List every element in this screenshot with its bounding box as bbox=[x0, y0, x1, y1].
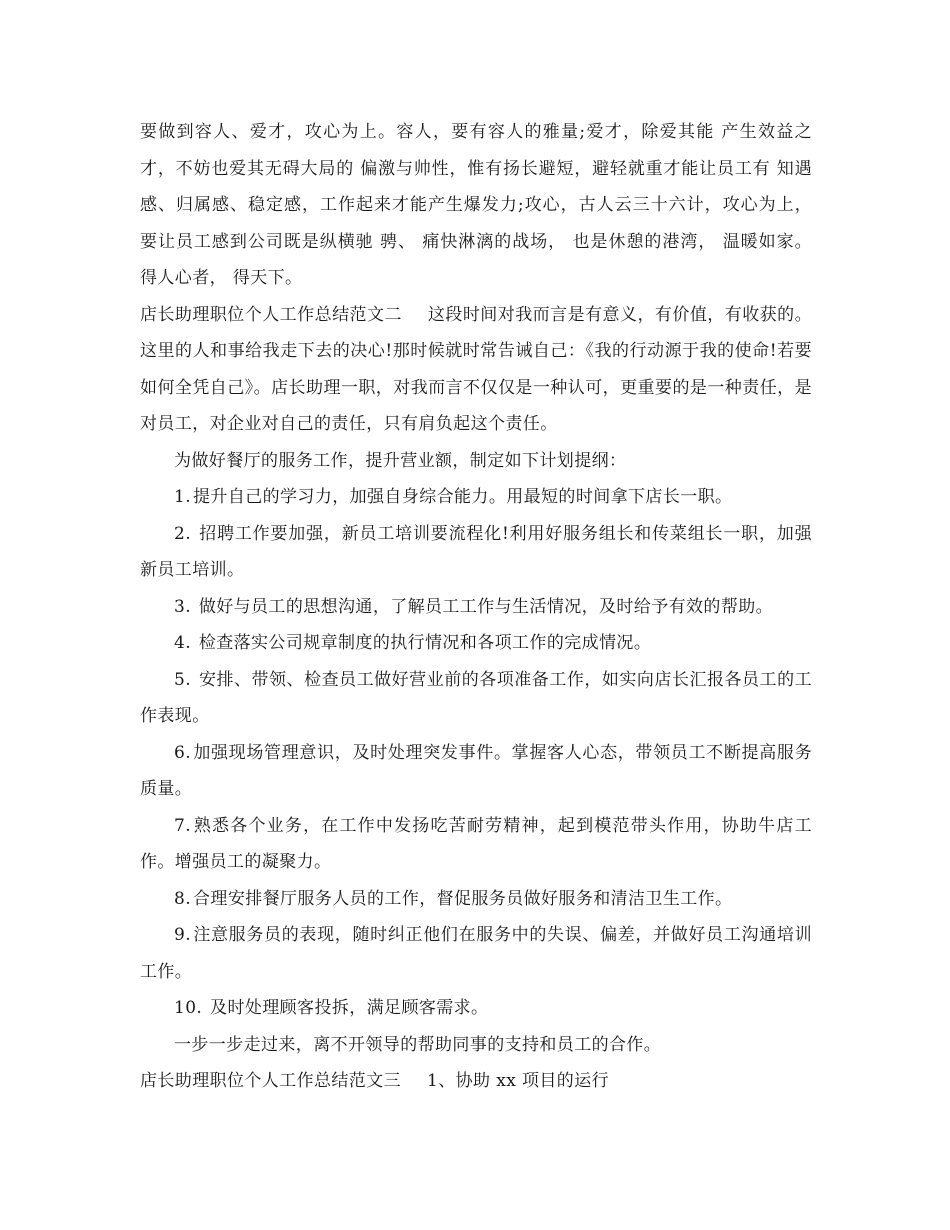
list-item-number: 4. bbox=[174, 633, 192, 653]
list-item-text: 注意服务员的表现，随时纠正他们在服务中的失误、偏差，并做好员工沟通培训工作。 bbox=[140, 925, 812, 982]
list-item-5 bbox=[140, 662, 812, 735]
list-item-number: 7. bbox=[174, 815, 192, 836]
list-item-text: 合理安排餐厅服务人员的工作，督促服务员做好服务和清洁卫生工作。 bbox=[193, 888, 733, 909]
paragraph-text: 这段时间对我而言是有意义，有价值，有收获的。这里的人和事给我走下去的决心!那时候就时常告诫自己：《我的行动源于我的使命!若要如何全凭自己》。店长助理一职，对我而言不仅仅是一种认可，更重要的是一种责任，是对员工，对企业对自己的责任，只有肩负起这个责任。 bbox=[140, 304, 812, 434]
list-item-number: 9. bbox=[174, 925, 192, 945]
section-three bbox=[140, 1063, 812, 1100]
list-item-text: 加强现场管理意识，及时处理突发事件。掌握客人心态，带领员工不断提高服务质量。 bbox=[140, 742, 812, 799]
paragraph-text: 1、协助 xx 项目的运行 bbox=[427, 1071, 609, 1091]
list-item-text: 及时处理顾客投拆，满足顾客需求。 bbox=[204, 998, 489, 1018]
list-item-7 bbox=[140, 808, 812, 881]
list-item-number: 2. bbox=[174, 523, 192, 544]
paragraph-text: 要做到容人、爱才，攻心为上。容人，要有容人的雅量;爱才，除爱其能 产生效益之才，不妨也爱其无碍大局的 偏激与帅性，惟有扬长避短，避轻就重才能让员工有 知遇感、归属感、稳定感，工作起来才能产生爆发力;攻心，古人云三十六计，攻心为上， 要让员工感到公司既是纵横驰 骋、 痛快淋漓的战场， 也是休憩的港湾， 温暖如家。 得人心者， 得天下。 bbox=[140, 122, 812, 288]
list-item-text: 提升自己的学习力，加强自身综合能力。用最短的时间拿下店长一职。 bbox=[193, 487, 733, 507]
section-title: 店长助理职位个人工作总结范文三 bbox=[140, 1071, 401, 1091]
list-item-text: 检查落实公司规章制度的执行情况和各项工作的完成情况。 bbox=[193, 633, 652, 653]
paragraph-intro bbox=[140, 114, 812, 297]
paragraph-text: 为做好餐厅的服务工作，提升营业额，制定如下计划提纲： bbox=[174, 450, 627, 471]
list-item-number: 3. bbox=[174, 596, 192, 617]
list-item-2 bbox=[140, 516, 812, 589]
list-item-3 bbox=[140, 589, 812, 626]
document-body bbox=[140, 114, 812, 1100]
list-item-text: 招聘工作要加强，新员工培训要流程化!利用好服务组长和传菜组长一职，加强新员工培训。 bbox=[140, 523, 812, 580]
list-item-8 bbox=[140, 881, 812, 918]
list-item-10 bbox=[140, 990, 812, 1027]
paragraph-text: 一步一步走过来，离不开领导的帮助同事的支持和员工的合作。 bbox=[174, 1034, 662, 1055]
paragraph-closing bbox=[140, 1027, 812, 1064]
list-item-number: 1. bbox=[174, 487, 192, 507]
section-two bbox=[140, 297, 812, 443]
list-item-text: 熟悉各个业务，在工作中发扬吃苦耐劳精神，起到模范带头作用，协助牛店工作。增强员工的凝聚力。 bbox=[140, 815, 812, 872]
list-item-number: 8. bbox=[174, 888, 192, 909]
paragraph-plan-intro bbox=[140, 443, 812, 480]
list-item-4 bbox=[140, 625, 812, 662]
list-item-text: 做好与员工的思想沟通，了解员工工作与生活情况，及时给予有效的帮助。 bbox=[193, 596, 774, 617]
list-item-9 bbox=[140, 917, 812, 990]
section-title: 店长助理职位个人工作总结范文二 bbox=[140, 304, 402, 325]
list-item-6 bbox=[140, 735, 812, 808]
list-item-1 bbox=[140, 479, 812, 516]
list-item-number: 6. bbox=[174, 742, 192, 763]
list-item-number: 10. bbox=[174, 998, 203, 1018]
list-item-text: 安排、带领、检查员工做好营业前的各项准备工作，如实向店长汇报各员工的工作表现。 bbox=[140, 669, 812, 726]
list-item-number: 5. bbox=[174, 669, 192, 690]
